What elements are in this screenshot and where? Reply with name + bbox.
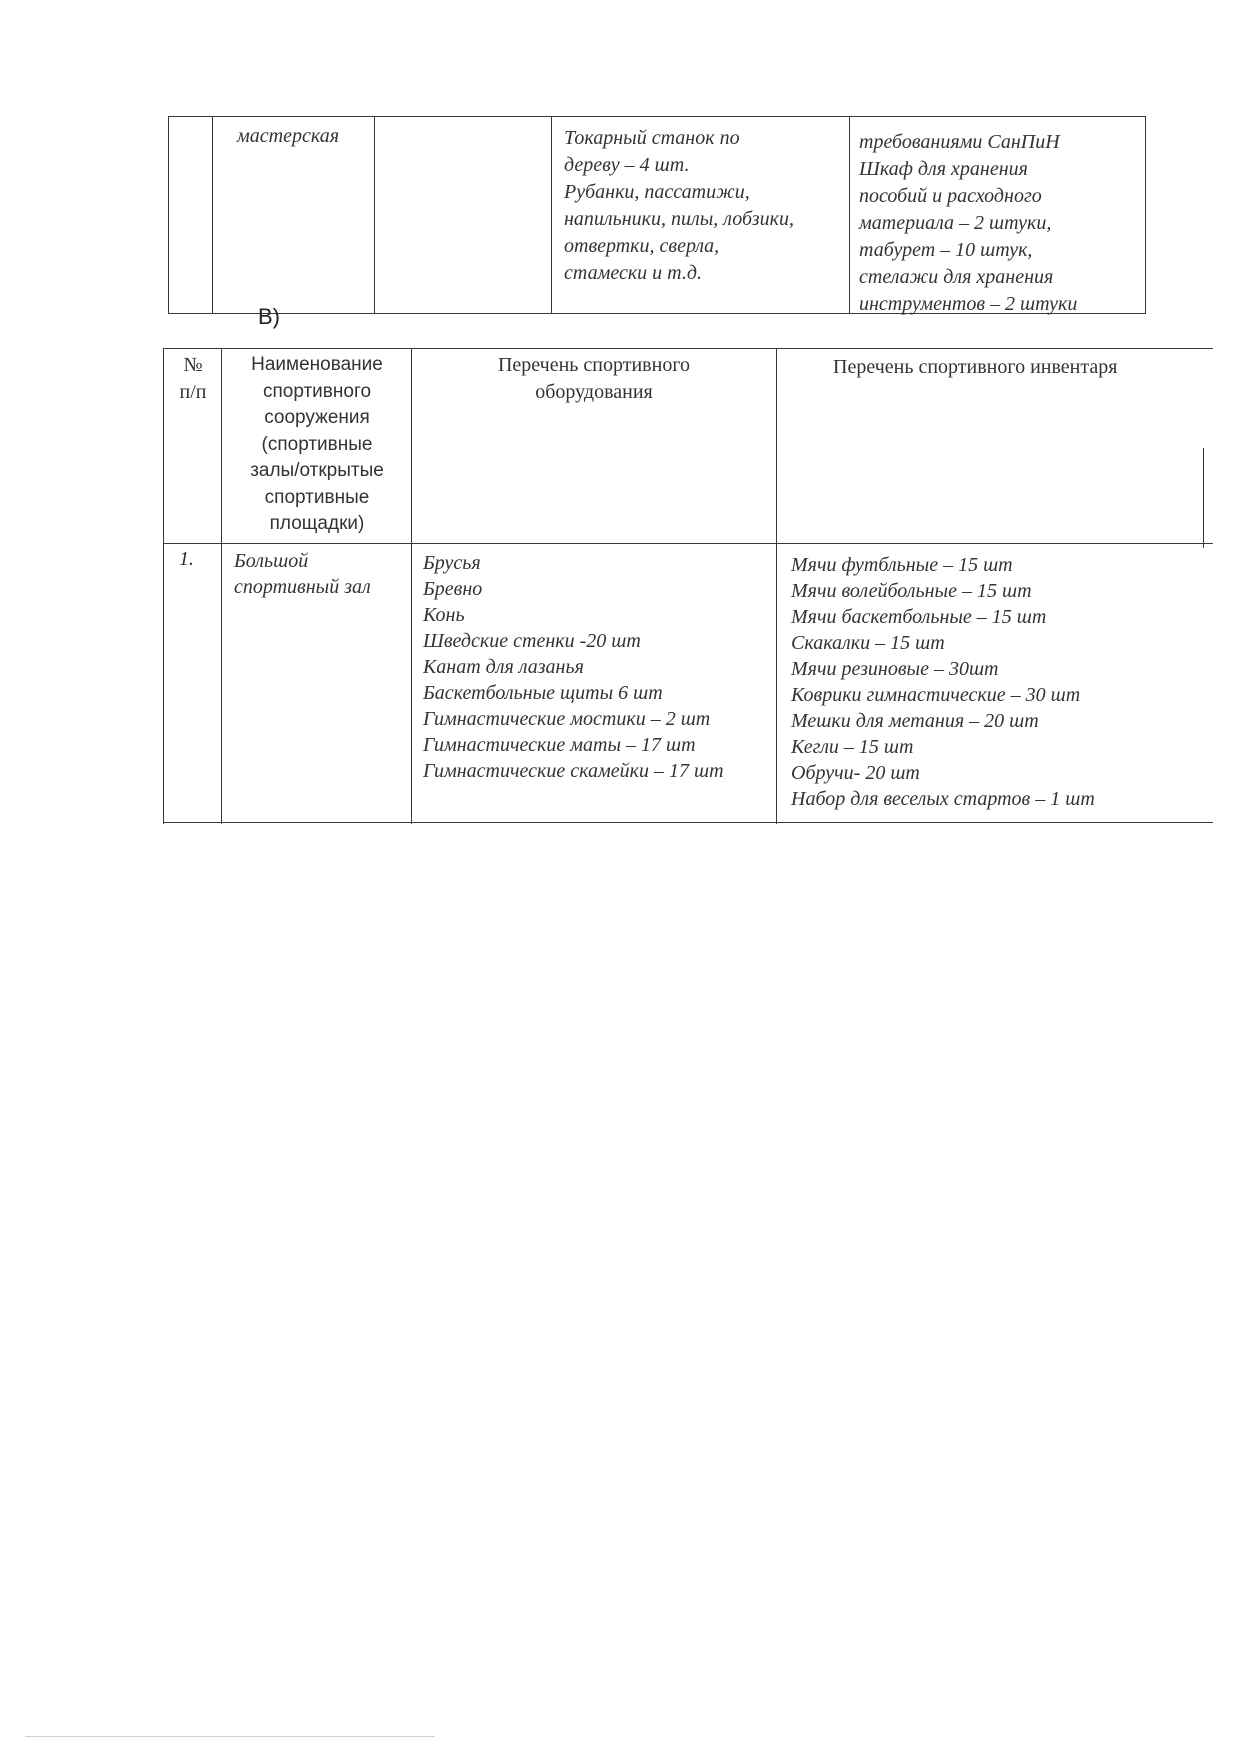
column-divider bbox=[776, 348, 777, 824]
equipment-item: Баскетбольные щиты 6 шт bbox=[423, 682, 663, 704]
column-divider bbox=[411, 348, 412, 824]
column-divider bbox=[551, 117, 552, 313]
column-divider bbox=[212, 117, 213, 313]
column-divider bbox=[374, 117, 375, 313]
inventory-item: Коврики гимнастические – 30 шт bbox=[791, 684, 1081, 706]
equipment-list bbox=[423, 550, 724, 784]
row-number: 1. bbox=[179, 548, 194, 570]
inventory-item: Мячи волейбольные – 15 шт bbox=[791, 580, 1032, 602]
equipment-item: Бревно bbox=[423, 578, 483, 600]
top-cell-workshop: мастерская bbox=[237, 125, 339, 147]
sport-table bbox=[163, 348, 1213, 824]
inventory-item: Скакалки – 15 шт bbox=[791, 632, 945, 654]
inventory-item: Обручи- 20 шт bbox=[791, 762, 920, 784]
column-divider bbox=[221, 348, 222, 824]
inventory-list bbox=[791, 552, 1095, 812]
top-table bbox=[168, 116, 1146, 314]
equipment-item: Конь bbox=[423, 604, 465, 626]
table-border-bottom bbox=[163, 822, 1213, 823]
scan-edge-line bbox=[25, 1736, 435, 1737]
inventory-item: Мешки для метания – 20 шт bbox=[791, 710, 1039, 732]
inventory-item: Кегли – 15 шт bbox=[791, 736, 914, 758]
equipment-item: Гимнастические скамейки – 17 шт bbox=[423, 760, 724, 782]
table-header-divider bbox=[163, 543, 1213, 544]
table-border-right bbox=[1203, 448, 1204, 548]
equipment-item: Канат для лазанья bbox=[423, 656, 584, 678]
top-cell-tools: Токарный станок по дереву – 4 шт. Рубанки, пассатижи, напильники, пилы, лобзики, отвертки, сверла, стамески и т.д. bbox=[564, 127, 794, 284]
table-border-left bbox=[163, 348, 164, 824]
inventory-item: Мячи резиновые – 30шт bbox=[791, 658, 999, 680]
header-facility-name: Наименование спортивного сооружения (спортивные залы/открытые спортивные площадки) bbox=[250, 354, 384, 534]
header-inventory: Перечень спортивного инвентаря bbox=[833, 356, 1118, 378]
header-number: № п/п bbox=[179, 354, 207, 403]
column-divider bbox=[849, 117, 850, 313]
inventory-item: Мячи футбльные – 15 шт bbox=[791, 554, 1013, 576]
inventory-item: Набор для веселых стартов – 1 шт bbox=[791, 788, 1095, 810]
equipment-item: Гимнастические маты – 17 шт bbox=[423, 734, 696, 756]
equipment-item: Гимнастические мостики – 2 шт bbox=[423, 708, 711, 730]
equipment-item: Шведские стенки -20 шт bbox=[423, 630, 641, 652]
row-facility-name: Большой спортивный зал bbox=[234, 550, 371, 598]
header-equipment: Перечень спортивного оборудования bbox=[497, 354, 691, 403]
inventory-item: Мячи баскетбольные – 15 шт bbox=[791, 606, 1047, 628]
table-border-top bbox=[163, 348, 1213, 349]
top-cell-furniture: требованиями СанПиН Шкаф для хранения пособий и расходного материала – 2 штуки, табурет – 10 штук, стелажи для хранения инструментов – 2 штуки bbox=[859, 131, 1078, 315]
section-label: В) bbox=[258, 304, 280, 329]
equipment-item: Брусья bbox=[423, 552, 481, 574]
